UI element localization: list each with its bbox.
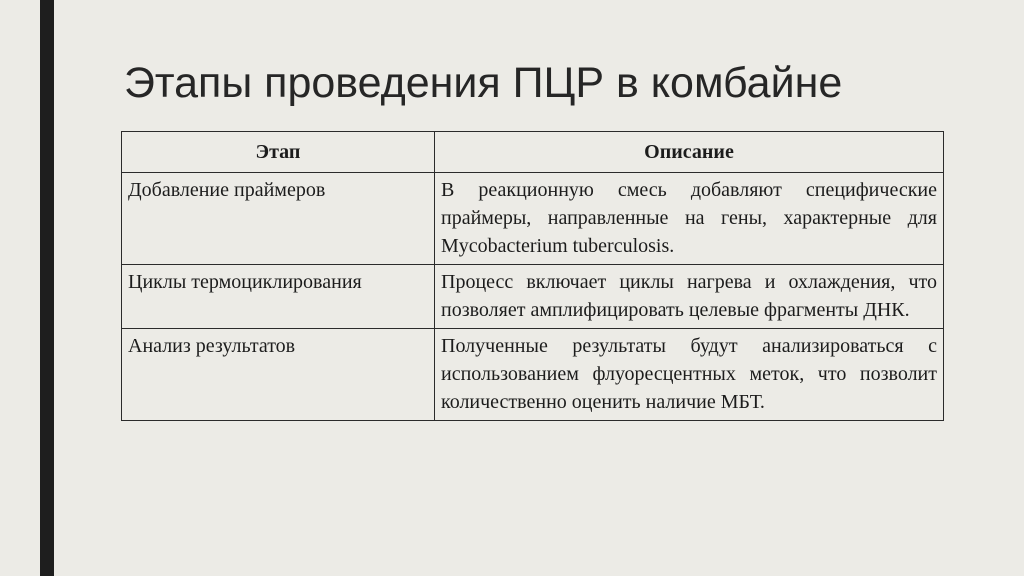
pcr-stages-table: [121, 131, 944, 421]
header-description: Описание: [435, 132, 944, 173]
table-row: [122, 173, 944, 265]
description-cell: Полученные результаты будут анализироваться с использованием флуоресцентных меток, что позволит количественно оценить наличие МБТ.: [435, 329, 944, 421]
stage-cell: Анализ результатов: [122, 329, 435, 421]
header-stage: Этап: [122, 132, 435, 173]
table-header-row: [122, 132, 944, 173]
description-cell: Процесс включает циклы нагрева и охлаждения, что позволяет амплифицировать целевые фрагменты ДНК.: [435, 265, 944, 329]
description-cell: В реакционную смесь добавляют специфические праймеры, направленные на гены, характерные для Mycobacterium tuberculosis.: [435, 173, 944, 265]
table-row: [122, 265, 944, 329]
slide-title: Этапы проведения ПЦР в комбайне: [124, 59, 843, 107]
stage-cell: Циклы термоциклирования: [122, 265, 435, 329]
stage-cell: Добавление праймеров: [122, 173, 435, 265]
table-row: [122, 329, 944, 421]
left-accent-bar: [40, 0, 54, 576]
